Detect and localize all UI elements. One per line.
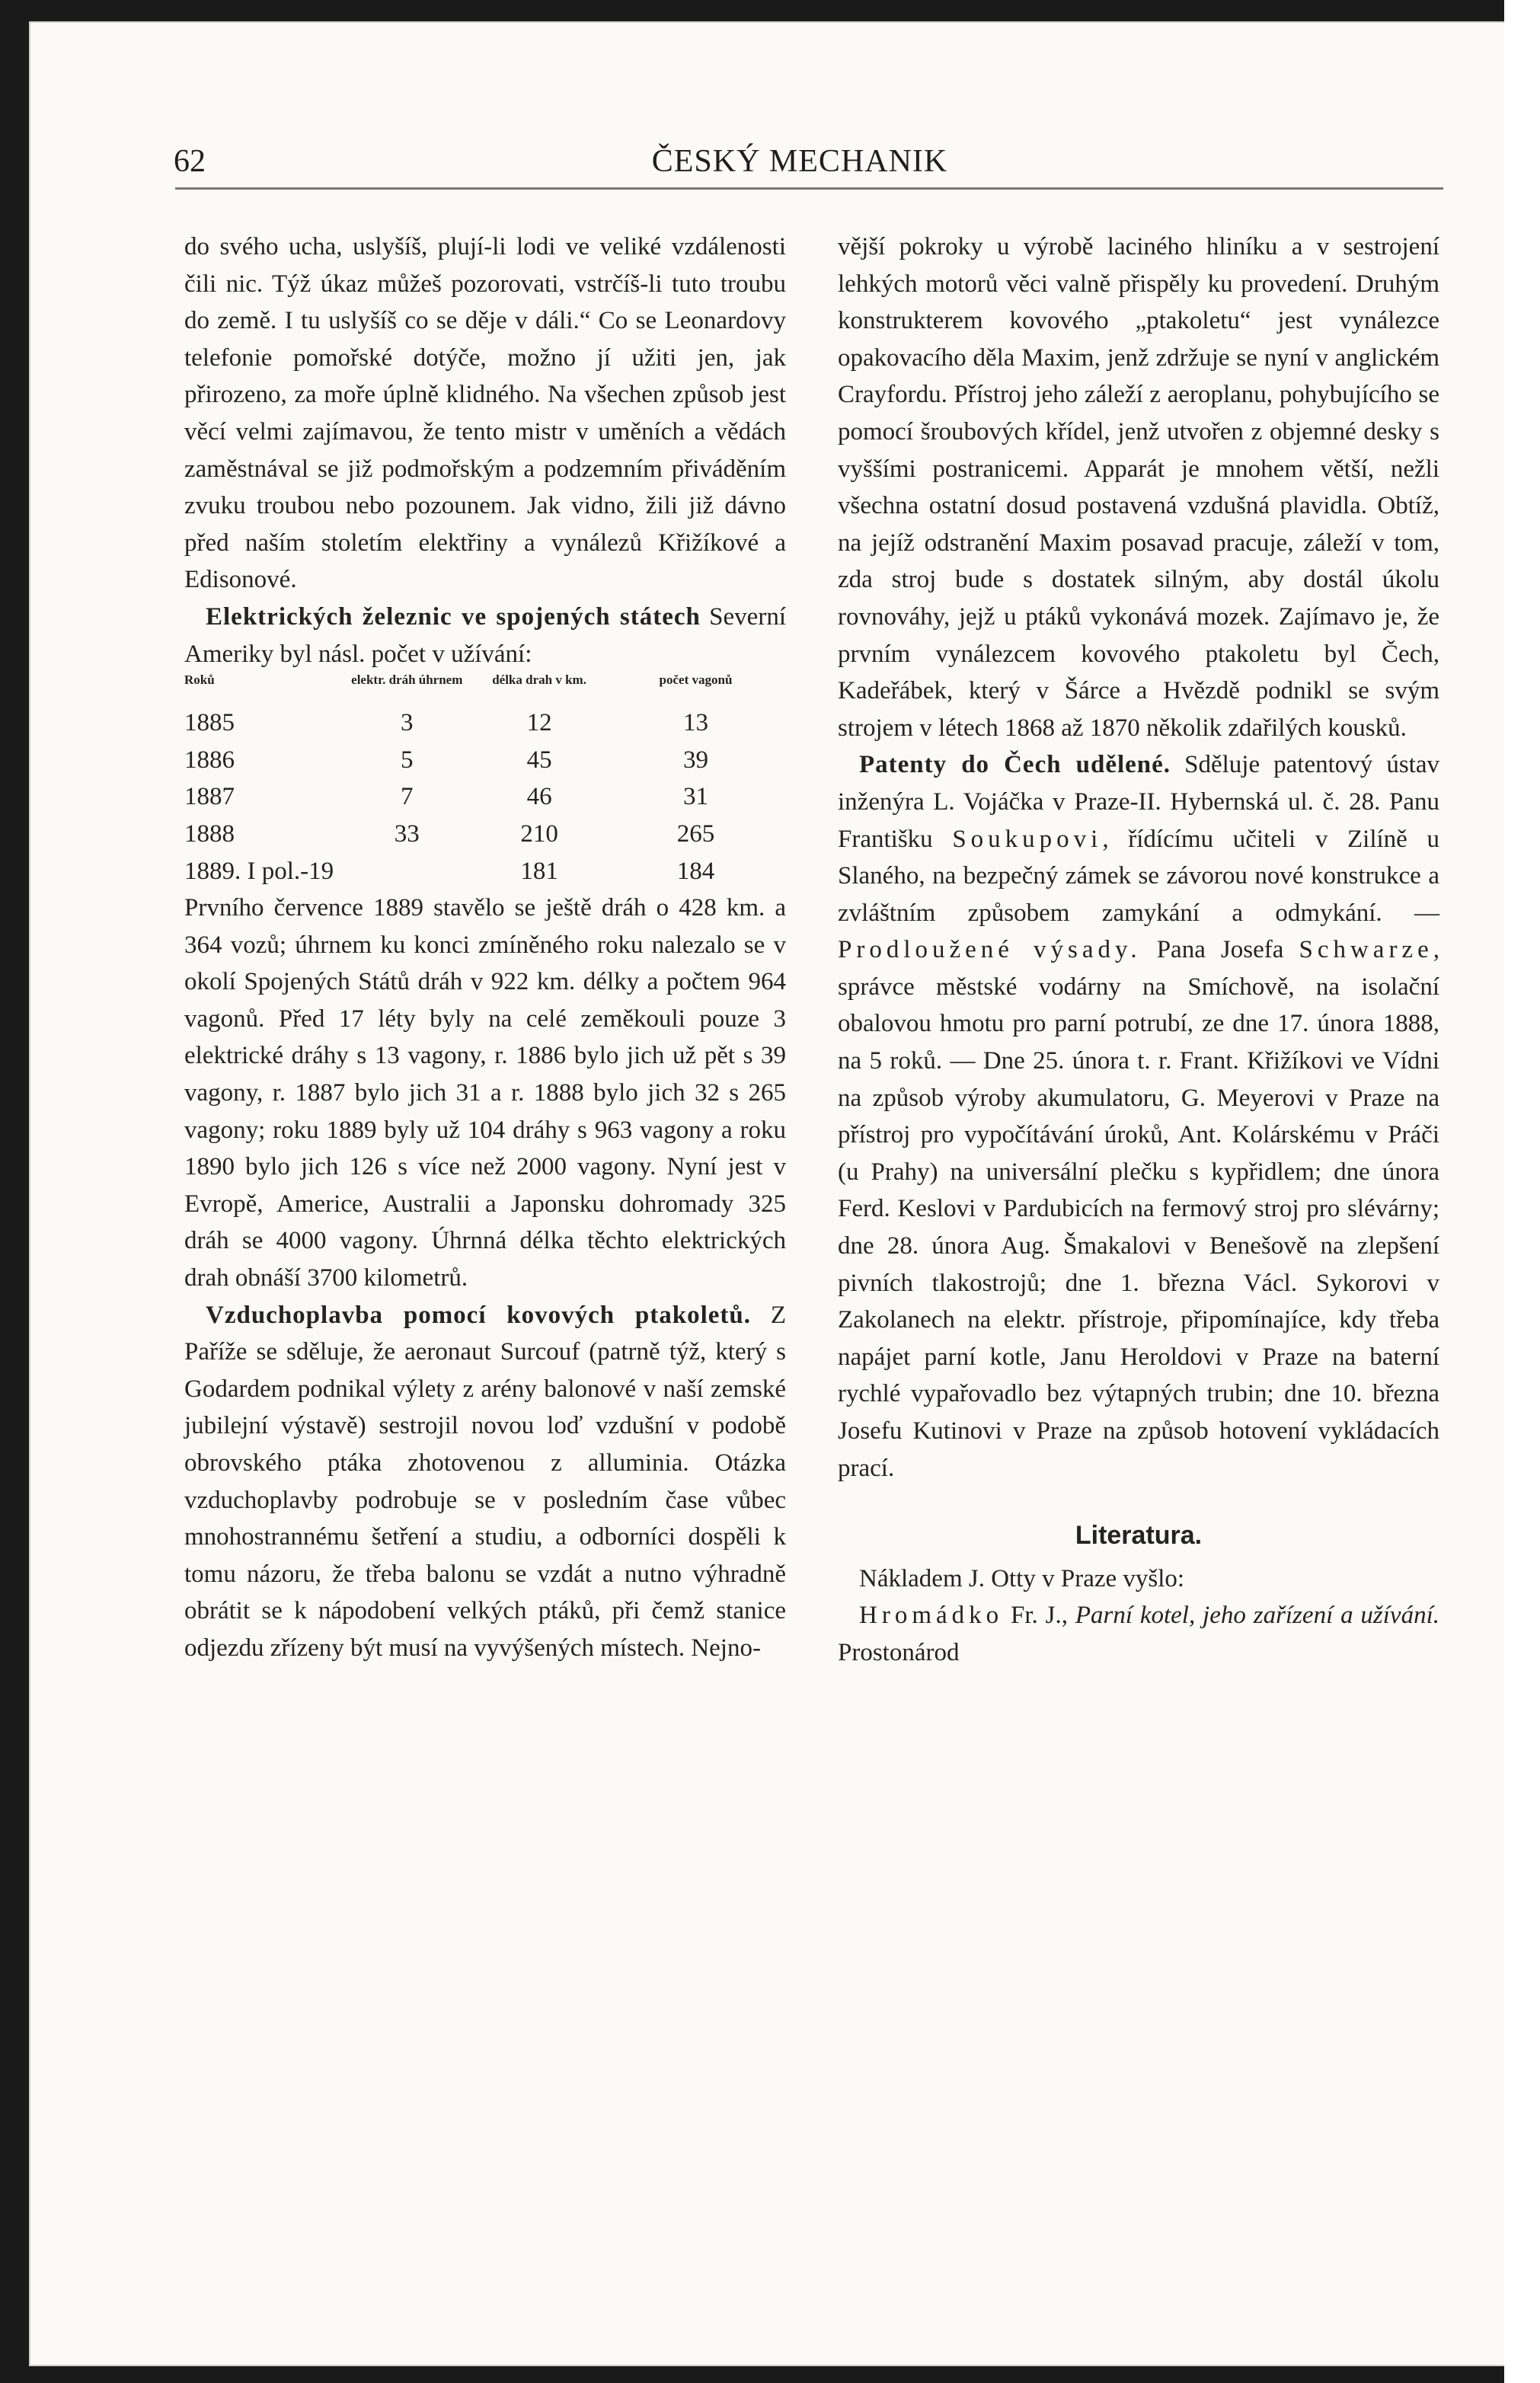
running-title: ČESKÝ MECHANIK	[651, 144, 948, 179]
rail-heading: Elektrických železnic ve spojených státech	[206, 602, 701, 631]
table-row	[184, 778, 786, 816]
left-column	[184, 228, 786, 1667]
table-cell: 3	[401, 709, 414, 737]
literature-entry	[838, 1597, 1439, 1671]
right-column	[838, 228, 1439, 1672]
leonardo-paragraph: do svého ucha, uslyšíš, plují-li lodi ve veliké vzdálenosti čili nic. Týž úkaz můžeš pozorovati, vstrčíš-li tuto troubu do země. I tu uslyšíš co se děje v dáli.“ Co se Leonardovy telefonie pomořské dotýče, možno jí užiti jen, jak přirozeno, za moře úplně klidného. Na všechen způsob jest věcí velmi zajímavou, že tento mistr v uměních a vědách zaměstnával se již podmořským a podzemním přiváděním zvuku troubou nebo pozounem. Jak vidno, žili již dávno před naším stoletím elektřiny a vynálezů Křižíkové a Edisonové.	[184, 233, 786, 594]
table-row	[184, 816, 786, 853]
scan-edge	[1504, 0, 1540, 2383]
table-cell: 5	[401, 746, 414, 774]
table-cell: 184	[676, 857, 715, 885]
table-row	[184, 742, 786, 779]
page-number: 62	[174, 144, 206, 179]
patentee-name: Soukupovi	[952, 825, 1103, 853]
table-cell: 1885	[184, 709, 235, 737]
rail-stats-paragraph: Prvního července 1889 stavělo se ještě dráh o 428 km. a 364 vozů; úhrnem ku konci zmíněného roku nalezalo se v okolí Spojených Států dráh v 922 km. délky a počtem 964 vagonů. Před 17 léty byly na celé zeměkouli pouze 3 elektrické dráhy s 13 vagony, r. 1886 bylo jich už pět s 39 vagony, r. 1887 bylo jich 31 a r. 1888 bylo jich 32 s 265 vagony; roku 1889 byly už 104 dráhy s 963 vagony a roku 1890 bylo jich 126 s více než 2000 vagony. Nyní jest v Evropě, Americe, Australii a Japonsku dohromady 325 dráh se 4000 vagony. Úhrnná délka těchto elektrických drah obnáší 3700 kilometrů.	[184, 894, 786, 1292]
table-header: počet vagonů	[659, 672, 733, 688]
header-rule	[175, 187, 1443, 190]
literature-line: Nákladem J. Otty v Praze vyšlo:	[859, 1564, 1185, 1592]
table-cell: 210	[520, 819, 558, 848]
rail-paragraph	[184, 599, 786, 672]
literature-author: Hromádko	[859, 1602, 1004, 1630]
patentee-name: Schwarze	[1299, 936, 1433, 964]
patents-text: Pana Josefa	[1141, 936, 1299, 964]
table-cell: 31	[682, 783, 708, 811]
table-header: délka drah v km.	[492, 672, 586, 688]
literature-title: Parní kotel, jeho zařízení a užívání.	[1075, 1602, 1440, 1630]
page-header	[152, 128, 1447, 181]
table-header: Roků	[184, 672, 215, 688]
table-row	[184, 853, 786, 890]
patents-text: , správce městské vodárny na Smíchově, na isolační obalovou hmotu pro parní potrubí, ze dne 17. února 1888, na 5 roků. — Dne 25. února t. r. Frant. Křižíkovi ve Vídni na způsob výroby akumulatoru, G. Meyerovi v Praze na přístroj pro vypočítávání úroků, Ant. Kolárskému v Práči (u Prahy) na universální plečku s kypřidlem; dne února Ferd. Keslovi v Pardubicích na fermový stroj pro slévárny; dne 28. února Aug. Šmakalovi v Benešově na zlepšení pivních tlakostrojů; dne 1. března Václ. Sykorovi v Zakolanech na elektr. přístroje, připomínajíce, kdy třeba napájet parní kotle, Janu Heroldovi v Praze na baterní rychlé vypařovadlo bez výtapných trubin; dne 10. března Josefu Kutinovi v Praze na způsob hotovení vykládacích prací.	[838, 936, 1439, 1482]
aviation-paragraph	[184, 1297, 786, 1667]
table-cell: 33	[394, 819, 420, 848]
patents-text: , řídícímu učiteli v Zilíně u Slaného, na bezpečný zámek se závorou nové konstrukce a zvláštním způsobem zamykání a odmykání. —	[838, 825, 1439, 927]
patents-text: Sděluje patentový ústav inženýra L. Vojáčka v Praze-II. Hybernská ul. č. 28. Panu Františku	[838, 751, 1439, 853]
rail-intro: Severní Ameriky byl násl. počet v užívání:	[184, 602, 786, 668]
table-cell: 1889. I pol.-19	[184, 857, 334, 885]
table-cell	[340, 853, 473, 890]
aviation-heading: Vzduchoplavba pomocí kovových ptakoletů.	[206, 1301, 752, 1329]
table-header: elektr. dráh úhrnem	[351, 672, 463, 688]
table-cell: 1888	[184, 819, 235, 848]
table-cell: 1886	[184, 746, 235, 774]
literature-rest: Prostonárod	[838, 1638, 960, 1666]
literature-author-rest: Fr. J.,	[1003, 1602, 1075, 1630]
patents-paragraph	[838, 746, 1439, 1487]
aviation-text: Z Paříže se sděluje, že aeronaut Surcouf (patrně týž, který s Godardem podnikal výlety z arény balonové v naší zemské jubilejní výstavě) sestrojil novou loď vzdušní v podobě obrovského ptáka zhotovenou z alluminia. Otázka vzduchoplavby podrobuje se v posledním čase vůbec mnohostrannému šetření a studiu, a odborníci dospěli k tomu názoru, že třeba balonu se vzdát a nutno výhradně obrátit se k nápodobení velkých ptáků, při čemž stanice odjezdu zřízeny být musí na vyvýšených místech. Nejno-	[184, 1301, 786, 1662]
table-cell: 1887	[184, 783, 235, 811]
table-cell: 39	[682, 746, 708, 774]
table-row	[184, 704, 786, 742]
table-cell: 45	[526, 746, 552, 774]
patents-heading: Patenty do Čech udělené.	[859, 751, 1171, 779]
table-header-row	[184, 672, 786, 704]
literature-heading: Literatura.	[1075, 1521, 1203, 1551]
table-cell: 12	[526, 709, 552, 737]
table-cell: 13	[682, 709, 708, 737]
aviation-continued: vější pokroky u výrobě laciného hliníku a v sestrojení lehkých motorů věci valně přispěly ku provedení. Druhým konstrukterem kovového „ptakoletu“ jest vynálezce opakovacího děla Maxim, jenž zdržuje se nyní v anglickém Crayfordu. Přístroj jeho záleží z aeroplanu, pohybujícího se pomocí šroubových křídel, jenž utvořen z objemné desky s vyššími postranicemi. Apparát je mnohem větší, nežli všechna ostatní dosud postavená vzdušná plavidla. Obtíž, na jejíž odstranění Maxim posavad pracuje, záleží v tom, zda stroj bude s dostatek silným, aby dostál úkolu rovnováhy, jejž u ptáků vykonává mozek. Zajímavo je, že prvním vynálezcem kovového ptakoletu byl Čech, Kadeřábek, který v Šárce a Hvězdě podnikl se svým strojem v létech 1868 až 1870 několik zdařilých kousků.	[838, 233, 1439, 742]
prolongation-heading: Prodloužené výsady.	[838, 936, 1142, 964]
table-cell: 181	[520, 857, 558, 885]
table-cell: 7	[401, 783, 414, 811]
table-cell: 265	[676, 819, 715, 848]
rail-statistics-table	[184, 672, 786, 890]
table-cell: 46	[526, 783, 552, 811]
